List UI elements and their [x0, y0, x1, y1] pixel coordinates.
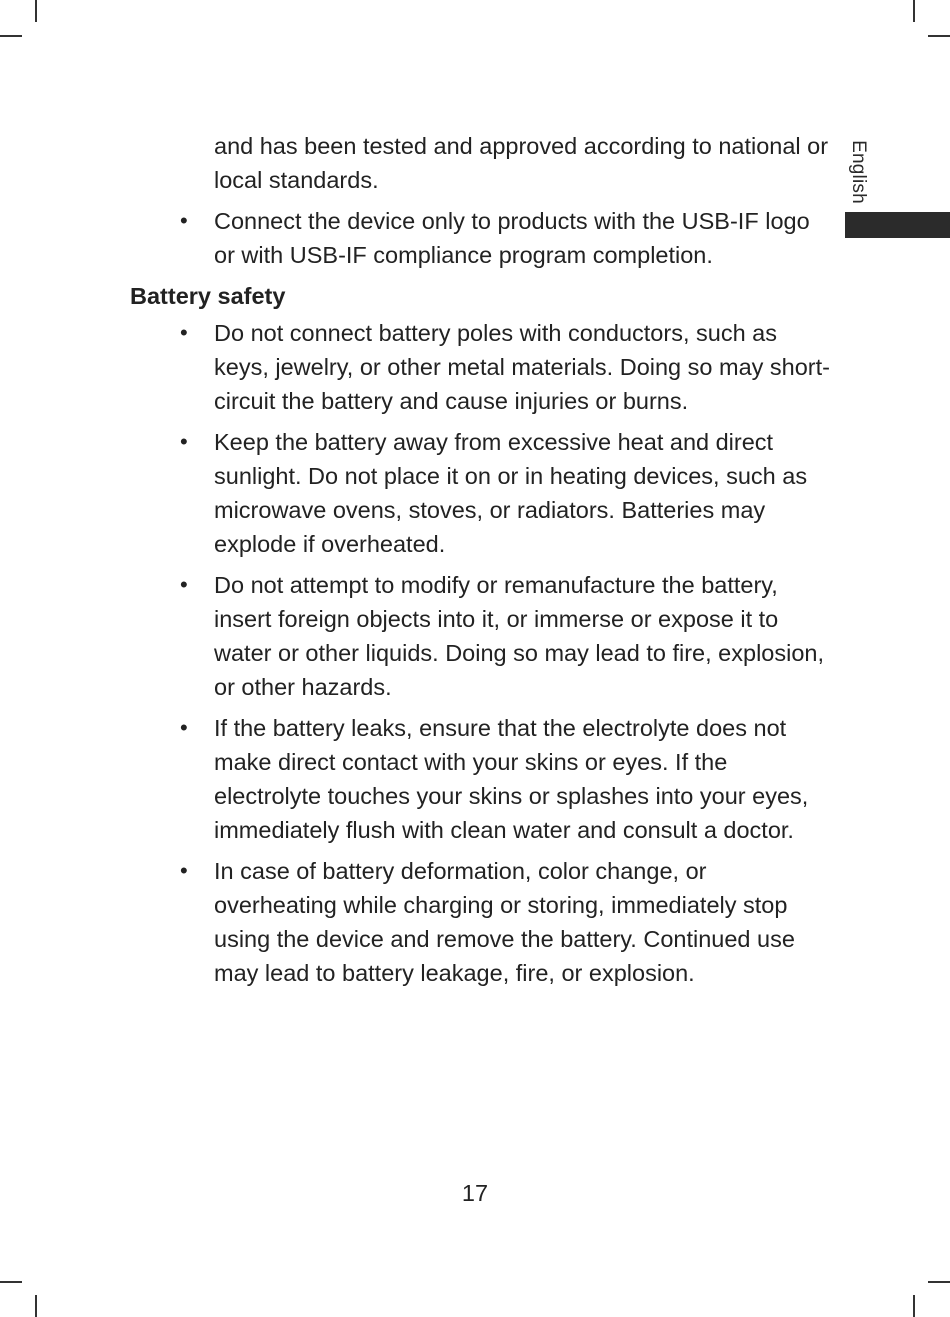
bullet-dot: • [180, 429, 188, 454]
bullet-dot: • [180, 320, 188, 345]
page-number: 17 [461, 1180, 489, 1206]
bullet-item [130, 854, 834, 990]
bullet-dot: • [180, 858, 188, 883]
crop-mark-top-left-vertical [35, 0, 37, 22]
bullet-item [130, 425, 834, 561]
crop-mark-bottom-right-horizontal [928, 1281, 950, 1283]
bullet-text: Do not connect battery poles with conductors, such as keys, jewelry, or other metal materials. Doing so may short-circuit the battery and cause injuries or burns. [214, 320, 830, 414]
bullet-item [130, 568, 834, 704]
bullet-dot: • [180, 715, 188, 740]
intro-bullet-list [130, 204, 830, 272]
bullet-dot: • [180, 208, 188, 233]
page-content [130, 129, 830, 997]
language-tab-bar [845, 212, 950, 238]
bullet-text: Keep the battery away from excessive heat and direct sunlight. Do not place it on or in heating devices, such as microwave ovens, stoves, or radiators. Batteries may explode if overheated. [214, 429, 808, 557]
bullet-dot: • [180, 572, 188, 597]
crop-mark-top-right-horizontal [928, 35, 950, 37]
battery-bullet-list [130, 316, 830, 990]
crop-mark-bottom-right-vertical [913, 1295, 915, 1317]
bullet-text: In case of battery deformation, color change, or overheating while charging or storing, immediately stop using the device and remove the battery. Continued use may lead to battery leakage, fire, or explosion. [214, 858, 795, 986]
bullet-item [130, 204, 834, 272]
language-tab-label [845, 132, 871, 212]
bullet-text: Connect the device only to products with the USB-IF logo or with USB-IF compliance program completion. [214, 208, 810, 268]
bullet-item [130, 711, 834, 847]
crop-mark-top-right-vertical [913, 0, 915, 22]
language-label-text: English [848, 140, 869, 204]
continuation-paragraph: and has been tested and approved according to national or local standards. [214, 133, 829, 193]
bullet-item [130, 316, 834, 418]
bullet-text: Do not attempt to modify or remanufacture the battery, insert foreign objects into it, or immerse or expose it to water or other liquids. Doing so may lead to fire, explosion, or other hazards. [214, 572, 825, 700]
crop-mark-top-left-horizontal [0, 35, 22, 37]
crop-mark-bottom-left-vertical [35, 1295, 37, 1317]
section-heading-battery-safety: Battery safety [130, 283, 286, 309]
bullet-text: If the battery leaks, ensure that the electrolyte does not make direct contact with your skins or eyes. If the electrolyte touches your skins or splashes into your eyes, immediately flush with clean water and consult a doctor. [214, 715, 809, 843]
crop-mark-bottom-left-horizontal [0, 1281, 22, 1283]
